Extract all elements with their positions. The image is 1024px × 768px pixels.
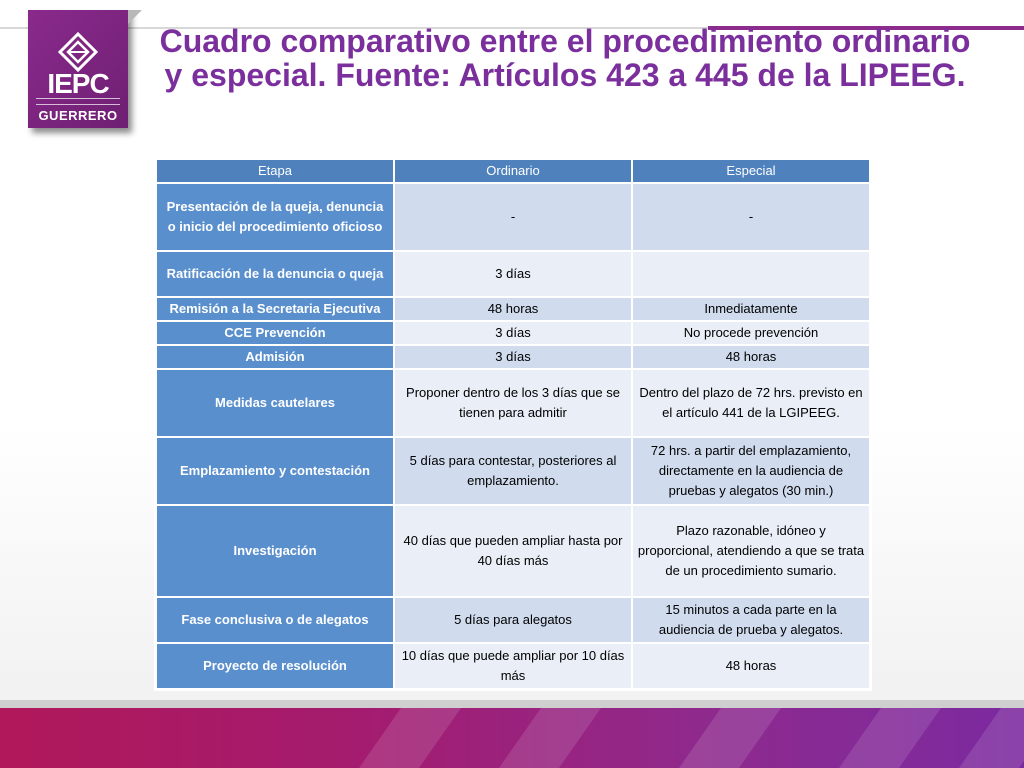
cell-especial: Plazo razonable, idóneo y proporcional, atendiendo a que se trata de un procedimiento sumario. [632,505,870,597]
cell-ordinario: 48 horas [394,297,632,321]
cell-ordinario: 3 días [394,345,632,369]
decorative-stripe [499,708,601,768]
bottom-gray-band [0,700,1024,708]
comparison-table [155,158,871,690]
cell-etapa: Medidas cautelares [156,369,394,437]
cell-etapa: Presentación de la queja, denuncia o inicio del procedimiento oficioso [156,183,394,251]
iepc-emblem-icon [58,32,98,72]
cell-etapa: Admisión [156,345,394,369]
cell-etapa: CCE Prevención [156,321,394,345]
table-row [156,643,870,689]
cell-especial: 15 minutos a cada parte en la audiencia de prueba y alegatos. [632,597,870,643]
cell-especial: 48 horas [632,345,870,369]
cell-especial: Inmediatamente [632,297,870,321]
decorative-stripe [679,708,781,768]
cell-especial: 72 hrs. a partir del emplazamiento, directamente en la audiencia de pruebas y alegatos (30 min.) [632,437,870,505]
cell-ordinario: 3 días [394,321,632,345]
cell-ordinario: 10 días que puede ampliar por 10 días más [394,643,632,689]
cell-ordinario: 40 días que pueden ampliar hasta por 40 días más [394,505,632,597]
logo-region: GUERRERO [38,108,118,123]
table-row [156,321,870,345]
cell-ordinario: 3 días [394,251,632,297]
page-title: Cuadro comparativo entre el procedimiento ordinario y especial. Fuente: Artículos 423 a 445 de la LIPEEG. [159,23,971,93]
table-row [156,297,870,321]
table-row [156,345,870,369]
iepc-logo [28,10,128,128]
decorative-stripe [959,708,1024,768]
table-row [156,505,870,597]
header-etapa: Etapa [156,159,394,183]
decorative-stripe [839,708,941,768]
cell-especial: No procede prevención [632,321,870,345]
table-row [156,597,870,643]
logo-subtitle-lines [36,98,120,105]
cell-especial: 48 horas [632,643,870,689]
header-especial: Especial [632,159,870,183]
cell-etapa: Investigación [156,505,394,597]
cell-ordinario: 5 días para contestar, posteriores al emplazamiento. [394,437,632,505]
bottom-decorative-band [0,708,1024,768]
cell-ordinario: 5 días para alegatos [394,597,632,643]
table-row [156,183,870,251]
table-row [156,251,870,297]
table-row [156,437,870,505]
cell-especial: - [632,183,870,251]
cell-ordinario: - [394,183,632,251]
cell-etapa: Fase conclusiva o de alegatos [156,597,394,643]
cell-especial [632,251,870,297]
cell-etapa: Ratificación de la denuncia o queja [156,251,394,297]
table-row [156,369,870,437]
cell-etapa: Proyecto de resolución [156,643,394,689]
cell-ordinario: Proponer dentro de los 3 días que se tienen para admitir [394,369,632,437]
table-header-row [156,159,870,183]
cell-etapa: Remisión a la Secretaria Ejecutiva [156,297,394,321]
logo-fold [128,10,142,24]
logo-name: IEPC [47,68,109,99]
cell-etapa: Emplazamiento y contestación [156,437,394,505]
decorative-stripe [359,708,461,768]
cell-especial: Dentro del plazo de 72 hrs. previsto en el artículo 441 de la LGIPEEG. [632,369,870,437]
header-ordinario: Ordinario [394,159,632,183]
